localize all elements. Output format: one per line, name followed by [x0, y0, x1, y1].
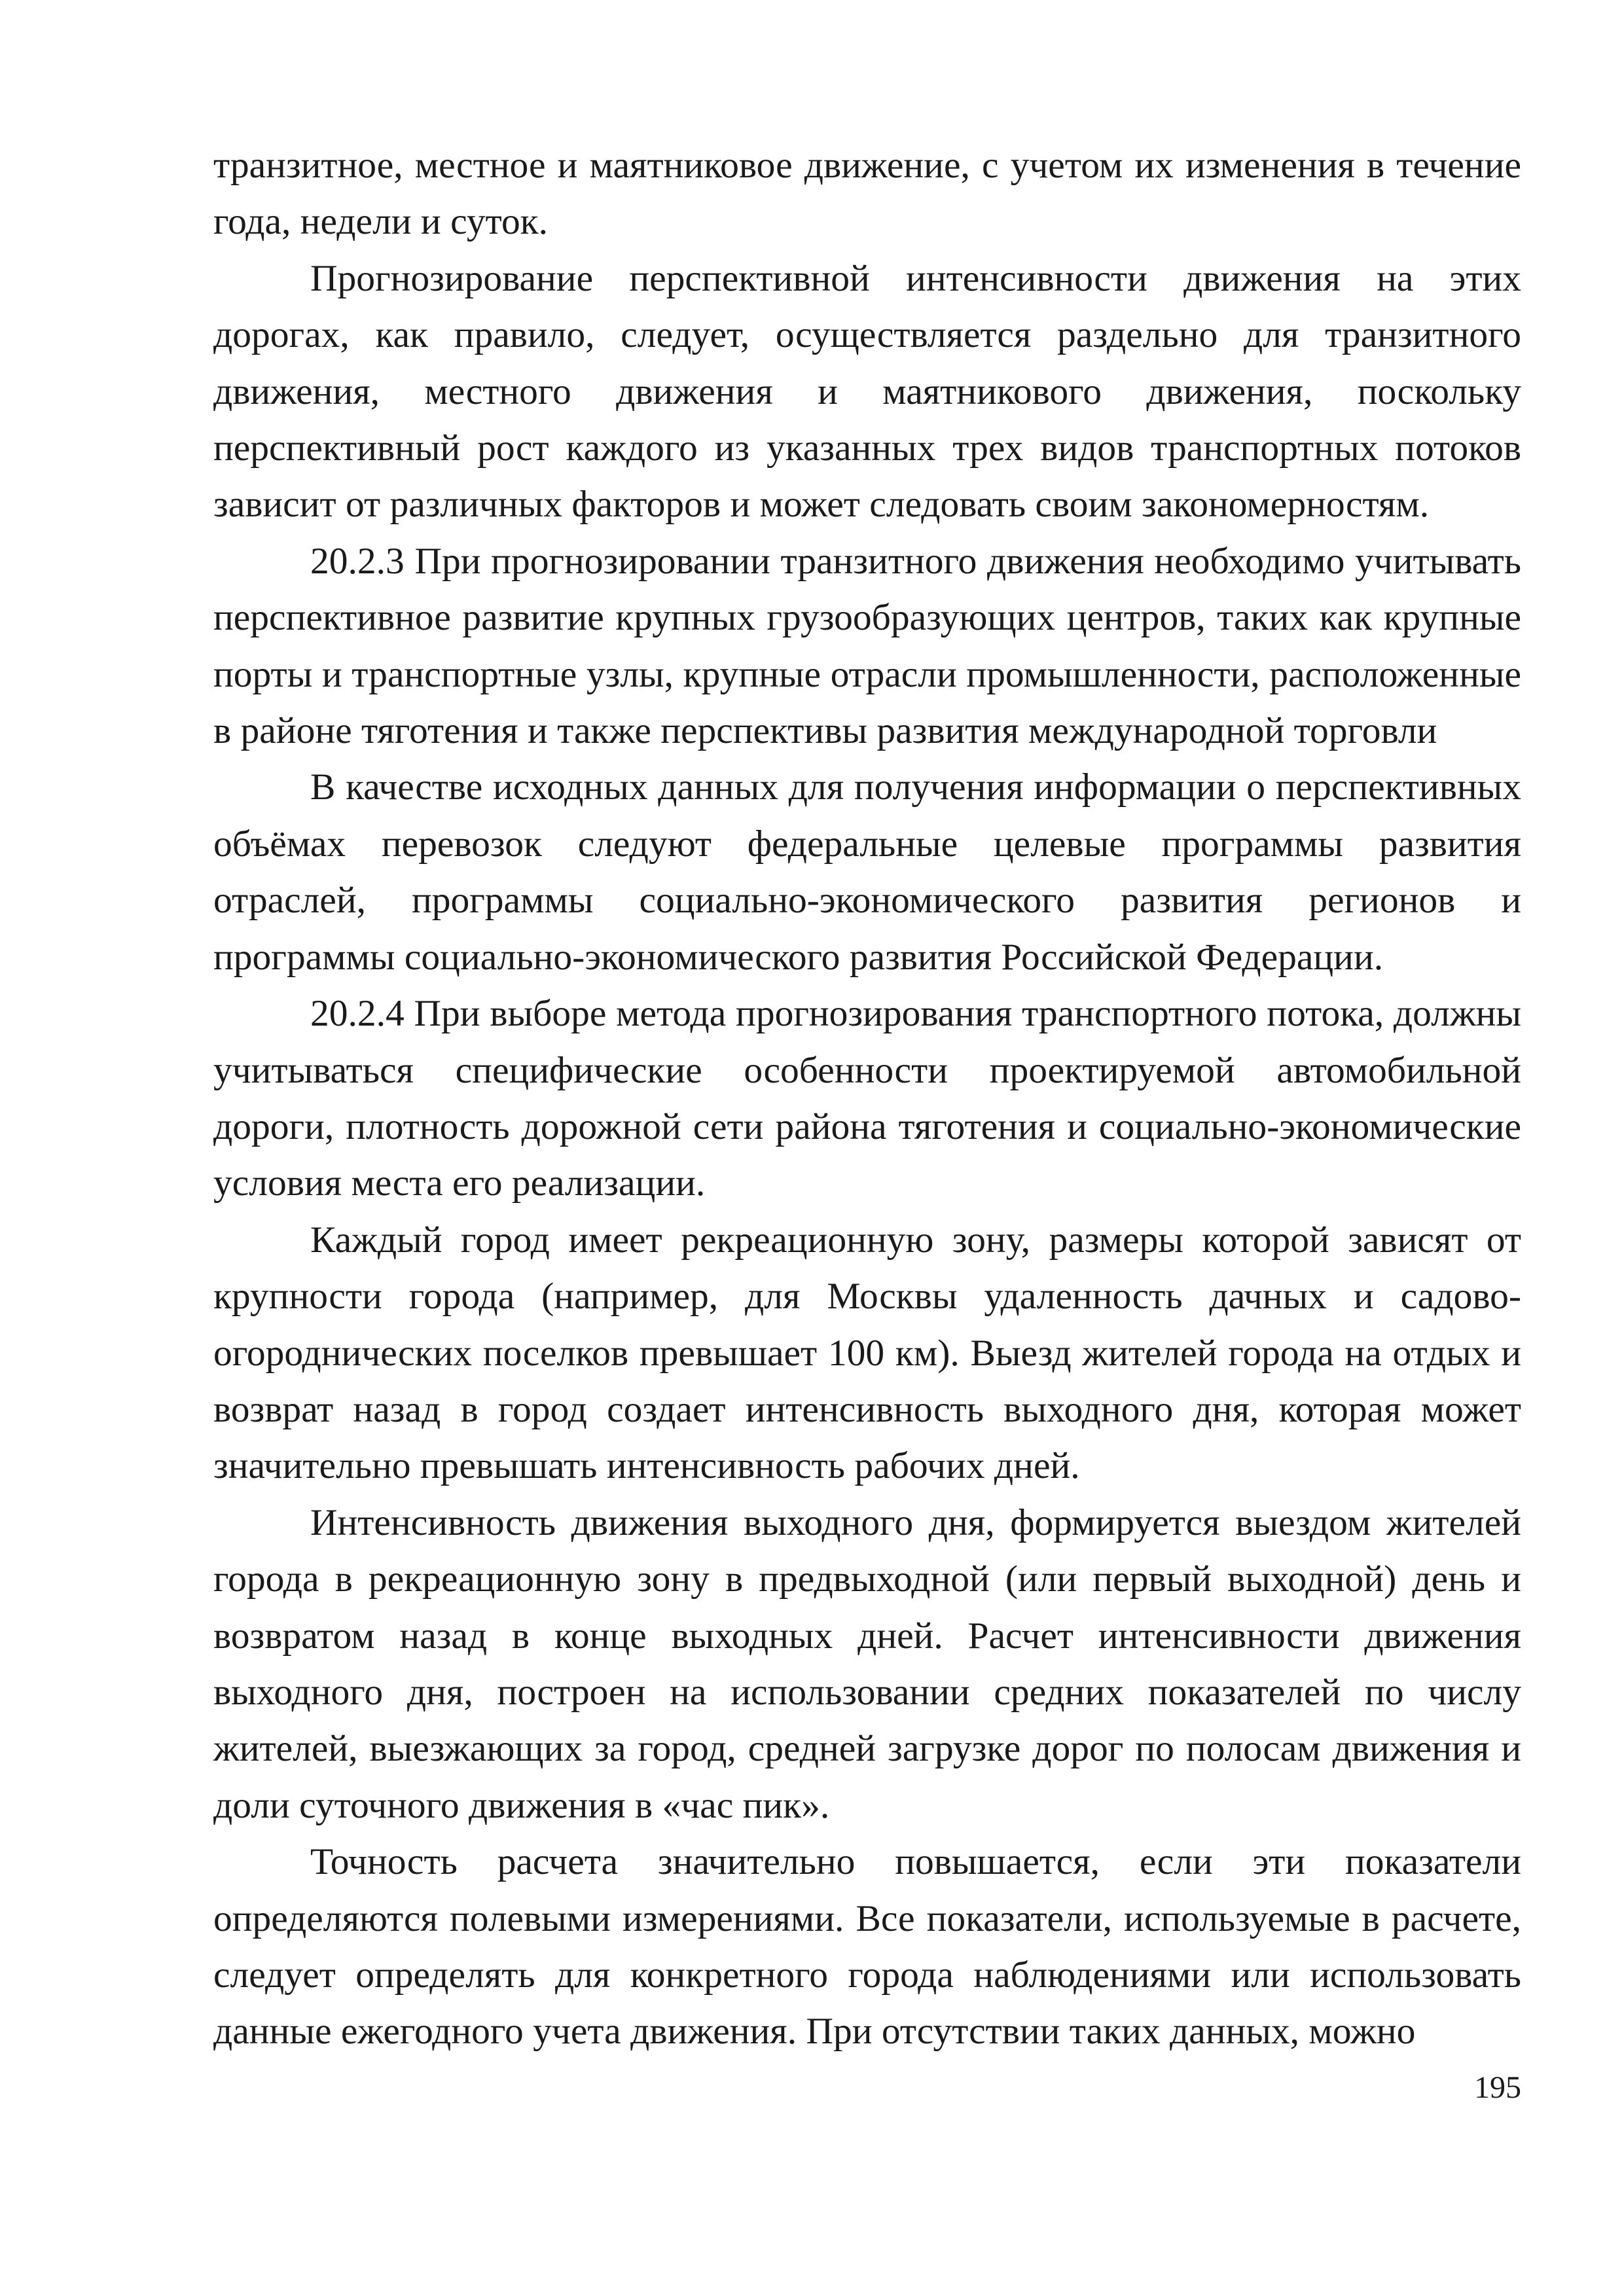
- paragraph-source-data: В качестве исходных данных для получения информации о перспективных объёмах перевозок следуют федеральные целевые программы развития отраслей, программы социально-экономического развития регионов и программы социально-экономического развития Российской Федерации.: [213, 766, 1521, 978]
- paragraph-recreation-zone: Каждый город имеет рекреационную зону, размеры которой зависят от крупности города (например, для Москвы удаленность дачных и садово-огороднических поселков превышает 100 км). Выезд жителей города на отдых и возврат назад в город создает интенсивность выходного дня, которая может значительно превышать интенсивность рабочих дней.: [213, 1219, 1521, 1487]
- paragraph-forecasting: Прогнозирование перспективной интенсивности движения на этих дорогах, как правило, следует, осуществляется раздельно для транзитного движения, местного движения и маятникового движения, поскольку перспективный рост каждого из указанных трех видов транспортных потоков зависит от различных факторов и может следовать своим закономерностям.: [213, 257, 1521, 526]
- paragraph-continuation: транзитное, местное и маятниковое движение, с учетом их изменения в течение года, недели и суток.: [213, 145, 1521, 243]
- document-body: [213, 137, 1521, 2060]
- paragraph-weekend-intensity: Интенсивность движения выходного дня, формируется выездом жителей города в рекреационную зону в предвыходной (или первый выходной) день и возвратом назад в конце выходных дней. Расчет интенсивности движения выходного дня, построен на использовании средних показателей по числу жителей, выезжающих за город, средней загрузке дорог по полосам движения и доли суточного движения в «час пик».: [213, 1501, 1521, 1826]
- paragraph-20-2-4: 20.2.4 При выборе метода прогнозирования транспортного потока, должны учитываться специфические особенности проектируемой автомобильной дороги, плотность дорожной сети района тяготения и социально-экономические условия места его реализации.: [213, 993, 1521, 1204]
- page-number: 195: [1474, 2070, 1521, 2105]
- paragraph-accuracy: Точность расчета значительно повышается, если эти показатели определяются полевыми измерениями. Все показатели, используемые в расчете, следует определять для конкретного города наблюдениями или использовать данные ежегодного учета движения. При отсутствии таких данных, можно: [213, 1841, 1521, 2053]
- paragraph-20-2-3: 20.2.3 При прогнозировании транзитного движения необходимо учитывать перспективное развитие крупных грузообразующих центров, таких как крупные порты и транспортные узлы, крупные отрасли промышленности, расположенные в районе тяготения и также перспективы развития международной торговли: [213, 540, 1521, 752]
